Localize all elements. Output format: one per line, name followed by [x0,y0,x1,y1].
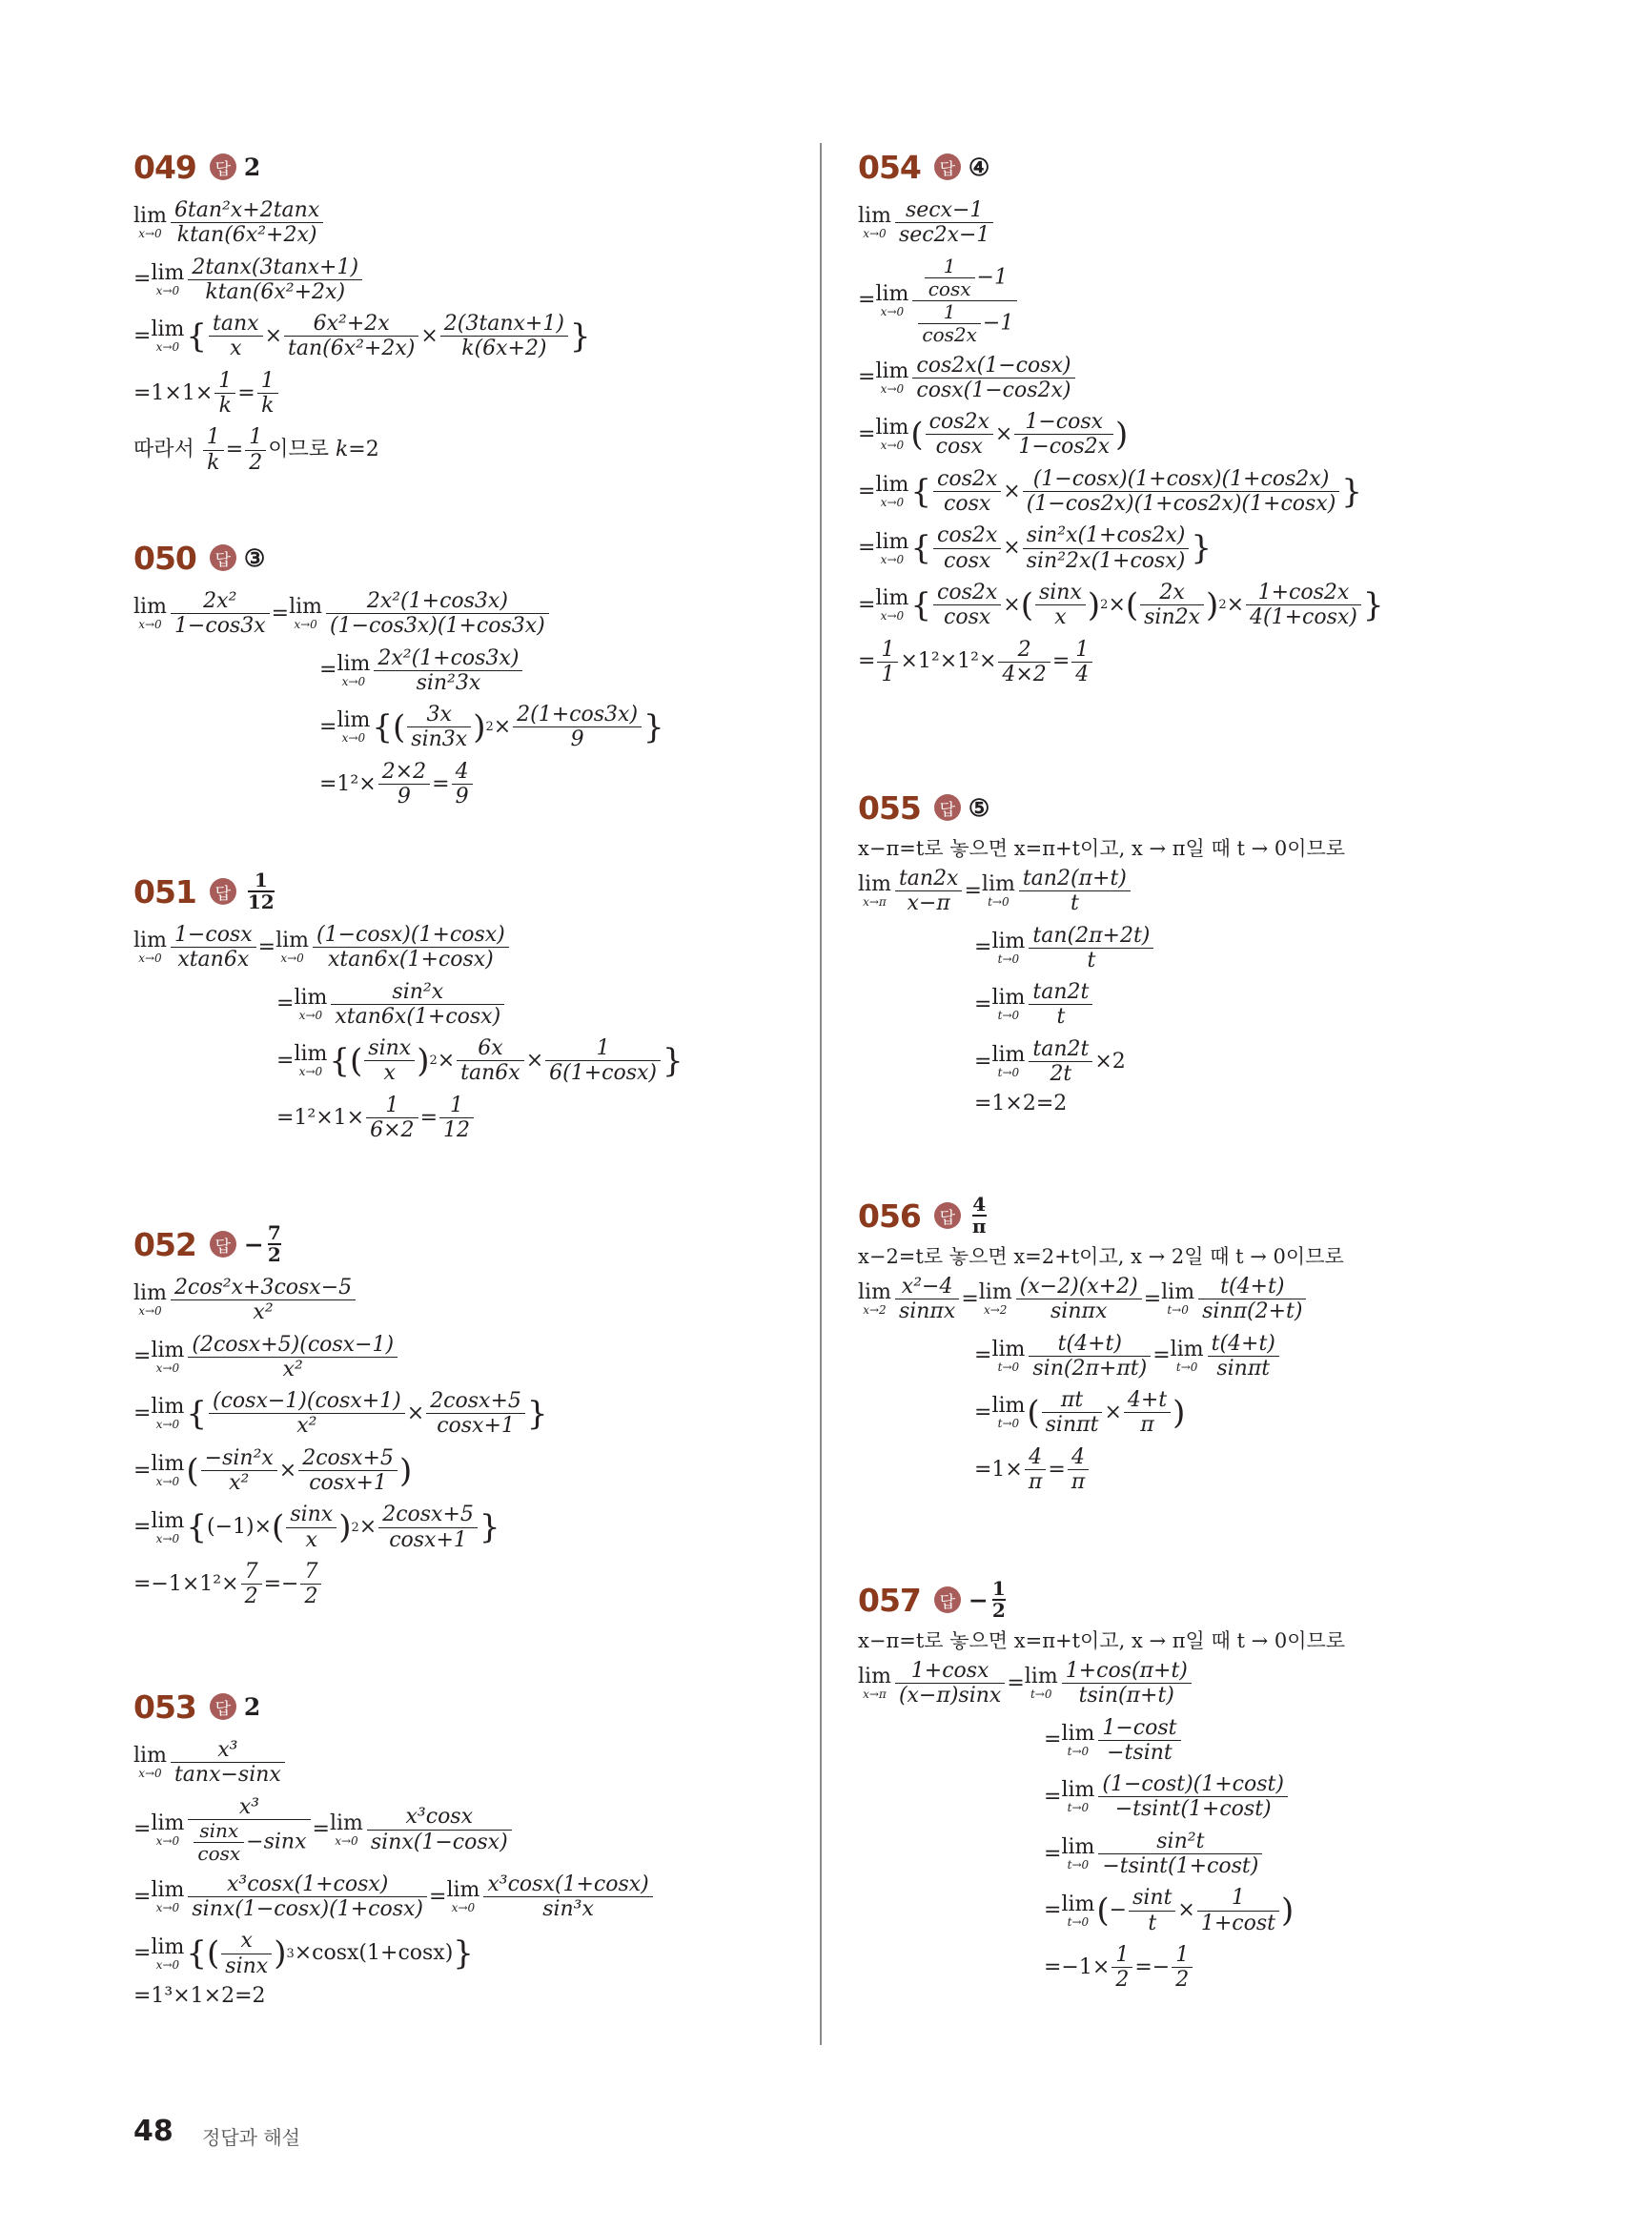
problem-052 [133,1220,820,1609]
problem-number: 054 [858,148,921,186]
answer-badge: 답 [210,878,236,905]
solution-step: = lim x→0 {( $\frac{3x}{\sin 3x}$ ) 2 × $\frac{2(1+\cos 3x)}{9}$ } [319,703,664,752]
solution-step: = lim t→0 $\frac{1-\cos t}{-tsint}$ [858,1716,1544,1766]
solution-step: = lim x→0 ( $\frac{\cos 2x}{\cos x}$ × $\frac{1-\cos x}{1-\cos 2x}$ ) [858,410,1129,460]
answer-value: 2 [243,153,261,181]
problem-header [133,143,820,191]
solution-step: = lim t→0 $\frac{\text{sin²t}}{-tsint(1+\cos t)}$ [858,1830,1544,1879]
solution-conclusion: 따라서 $\frac{1}{k}$ = $\frac{1}{2}$ 이므로 k =2 [133,425,379,475]
solution-step: = lim x→0 $\frac{\cos 2x(1-\cos x)}{\cos x(1-\cos 2x)}$ [858,354,1544,403]
solution-step: lim x→π $\frac{\tan 2x}{x-\pi}$ = lim t→0 $\frac{\tan 2(\pi+t)}{t}$ [858,867,1544,916]
answer-badge: 답 [934,794,961,821]
solution-step: =1³×1×2=2 [133,1984,266,2009]
problem-051 [133,868,820,1142]
answer-value: − $\frac{7}{2}$ [243,1221,281,1266]
solution-step: = lim x→0 x³ $\frac{\sin x}{\cos x}$ −sinx = lim x→0 $\frac{\text{x³cosx}}{\sin x(1-\cos x)}$ [133,1795,820,1865]
problem-054 [858,143,1544,686]
answer-badge: 답 [934,1586,961,1613]
solution-step: = lim t→0 $\frac{(1-\cos t)(1+\cos t)}{-tsint(1+\cos t)}$ [858,1772,1544,1822]
solution-step: = $\frac{1}{1}$ ×1²×1²× $\frac{2}{4\times 2}$ = $\frac{1}{4}$ [858,638,1544,687]
answer-value: ⑤ [968,793,990,822]
problem-header [858,1576,1544,1624]
solution-step: =−1× $\frac{1}{2}$ =− $\frac{1}{2}$ [858,1943,1544,1993]
solution-step: =1× $\frac{4}{\pi}$ = $\frac{4}{\pi}$ [858,1445,1544,1495]
problem-053 [133,1683,820,2007]
problem-header [133,534,820,582]
problem-number: 050 [133,539,196,577]
answer-badge: 답 [210,544,236,571]
solution-step: lim x→0 $\frac{\text{2cos²x+3cosx−5}}{\text{x²}}$ [133,1276,820,1325]
substitution-text: x−π=t로 놓으면 x=π+t이고, x → π일 때 t → 0이므로 [858,1629,1346,1652]
problem-number: 051 [133,872,196,910]
answer-badge: 답 [934,153,961,180]
substitution-text: x−2=t로 놓으면 x=2+t이고, x → 2일 때 t → 0이므로 [858,1245,1344,1268]
solution-step: = lim x→0 {( $\frac{\sin x}{x}$ ) 2 × $\frac{6x}{\tan 6x}$ × $\frac{1}{6(1+\cos x)}$ } [276,1036,683,1086]
solution-step: lim x→0 $\frac{\text{2x²}}{1-\cos 3x}$ = lim x→0 $\frac{\text{2x²(1+cos3x)}}{(1-\cos 3x)(1+\cos 3x)}$ [133,589,820,639]
solution-step: = lim x→0 { $\frac{\cos 2x}{\cos x}$ × $\frac{(1-\cos x)(1+\cos x)(1+\cos 2x)}{(1-\cos 2x)(1+\cos 2x)(1+\cos x)}$ } [858,466,1362,517]
solution-step: = lim x→0 $\frac{2\tan x(3\tan x+1)}{\text{ktan(6x²+2x)}}$ [133,256,820,305]
problem-header [858,784,1544,831]
problem-number: 052 [133,1225,196,1263]
solution-step: = lim x→0 { $\frac{\cos 2x}{\cos x}$ × ( $\frac{\sin x}{x}$ ) 2 × ( $\frac{2x}{\sin 2x}$ ) 2 × $\frac{1+\cos 2x}{4(1+\cos x)}$ } [858,580,1384,630]
answer-value: $\frac{4}{\pi}$ [971,1193,987,1238]
problem-050 [133,534,820,808]
solution-step: =−1×1²× $\frac{7}{2}$ =− $\frac{7}{2}$ [133,1560,820,1609]
solution-step: lim x→π $\frac{1+\cos x}{(x-\pi)\sin x}$ = lim t→0 $\frac{1+\cos(\pi+t)}{tsin(\pi+t)}$ [858,1659,1544,1708]
solution-step: = lim t→0 $\frac{\tan 2t}{2t}$ ×2 [974,1036,1126,1087]
solution-step: = lim x→0 { (−1)× ( $\frac{\sin x}{x}$ ) 2 × $\frac{2\cos x+5}{\cos x+1}$ } [133,1503,500,1552]
problem-header [133,1683,820,1730]
solution-step: lim x→0 $\frac{1-\cos x}{xtan6x}$ = lim x→0 $\frac{(1-\cos x)(1+\cos x)}{xtan6x(1+\cos x)}$ [133,923,820,972]
answer-badge: 답 [210,153,236,180]
answer-value: ③ [243,543,266,572]
solution-step: = lim x→0 ( $\frac{\text{−sin²x}}{\text{x²}}$ × $\frac{2\cos x+5}{\cos x+1}$ ) [133,1445,413,1496]
answer-value: ④ [968,153,990,181]
solution-step: = lim x→0 $\frac{1}{\cos x}$ −1 $\frac{1}{\cos 2x}$ −1 [858,256,1544,346]
problem-number: 056 [858,1197,921,1235]
solution-step: = lim x→0 {( $\frac{x}{\sin x}$ ) 3 ×cosx(1+cosx) } [133,1929,474,1978]
solution-step: = lim x→0 { $\frac{\tan x}{x}$ × $\frac{\text{6x²+2x}}{\text{tan(6x²+2x)}}$ × $\frac{2(3\tan x+1)}{k(6x+2)}$ } [133,312,591,361]
problem-056 [858,1192,1544,1494]
problem-number: 055 [858,788,921,827]
column-divider [820,143,822,2045]
problem-header [858,143,1544,191]
answer-badge: 답 [934,1202,961,1229]
problem-055 [858,784,1544,1115]
answer-badge: 답 [210,1231,236,1258]
solution-step: lim x→0 $\frac{\text{x³}}{\tan x-\sin x}$ [133,1738,820,1788]
page-footer-title: 정답과 해설 [202,2126,300,2149]
answer-value: − $\frac{1}{2}$ [968,1577,1006,1622]
problem-header [133,868,820,915]
problem-number: 049 [133,148,196,186]
solution-step: = lim t→0 $\frac{t(4+t)}{\sin(2\pi+\pi t)}$ = lim t→0 $\frac{t(4+t)}{\sin\pi t}$ [858,1332,1544,1381]
solution-step: =1²×1× $\frac{1}{6\times 2}$ = $\frac{1}{12}$ [133,1094,820,1143]
solution-step: =1×2=2 [974,1092,1068,1116]
solution-step: = lim x→0 { $\frac{\cos 2x}{\cos x}$ × $\frac{\text{sin²x(1+cos2x)}}{\text{sin²2x(1+cosx)}}$ } [858,523,1212,573]
solution-step: lim x→0 $\frac{\sec x-1}{\sec 2x-1}$ [858,198,1544,248]
solution-step: = lim t→0 ( − $\frac{\sin t}{t}$ × $\frac{1}{1+\cos t}$ ) [1044,1886,1295,1935]
problem-049 [133,143,820,475]
problem-number: 053 [133,1688,196,1726]
problem-057 [858,1576,1544,1993]
solution-step: =1×1× $\frac{1}{k}$ = $\frac{1}{k}$ [133,369,820,419]
answer-badge: 답 [210,1693,236,1720]
answer-value: $\frac{1}{12}$ [247,869,275,913]
page-number: 48 [133,2115,173,2148]
solution-step: = lim x→0 { $\frac{(\cos x-1)(\cos x+1)}{\text{x²}}$ × $\frac{2\cos x+5}{\cos x+1}$ } [133,1389,548,1439]
solution-step: = lim t→0 $\frac{\tan 2t}{t}$ [858,980,1544,1030]
solution-step: lim x→0 $\frac{\text{6tan²x+2tanx}}{\text{ktan(6x²+2x)}}$ [133,198,820,248]
problem-header [858,1192,1544,1239]
solution-step: = lim x→0 $\frac{(2\cos x+5)(\cos x-1)}{\text{x²}}$ [133,1333,820,1382]
solution-step: = lim x→0 $\frac{\text{sin²x}}{xtan6x(1+\cos x)}$ [133,980,820,1030]
substitution-text: x−π=t로 놓으면 x=π+t이고, x → π일 때 t → 0이므로 [858,837,1346,860]
solution-step: = lim t→0 ( $\frac{\pi t}{\sin\pi t}$ × $\frac{4+t}{\pi}$ ) [974,1388,1186,1438]
solution-step: = lim t→0 $\frac{\tan(2\pi+2t)}{t}$ [858,924,1544,973]
solution-step: lim x→2 $\frac{\text{x²−4}}{\sin\pi x}$ = lim x→2 $\frac{(x-2)(x+2)}{\sin\pi x}$ = lim t→0 $\frac{t(4+t)}{\sin\pi(2+t)}$ [858,1275,1544,1324]
solution-step: =1²× $\frac{2\times 2}{9}$ = $\frac{4}{9}$ [133,760,820,809]
problem-header [133,1220,820,1268]
solution-step: = lim x→0 $\frac{\text{x³cosx(1+cosx)}}{\sin x(1-\cos x)(1+\cos x)}$ = lim x→0 $\frac{\text{x³cosx(1+cosx)}}{\text{sin³x}}$ [133,1872,820,1922]
problem-number: 057 [858,1581,921,1619]
answer-value: 2 [243,1692,261,1721]
solution-step: = lim x→0 $\frac{\text{2x²(1+cos3x)}}{\text{sin²3x}}$ [133,646,820,696]
